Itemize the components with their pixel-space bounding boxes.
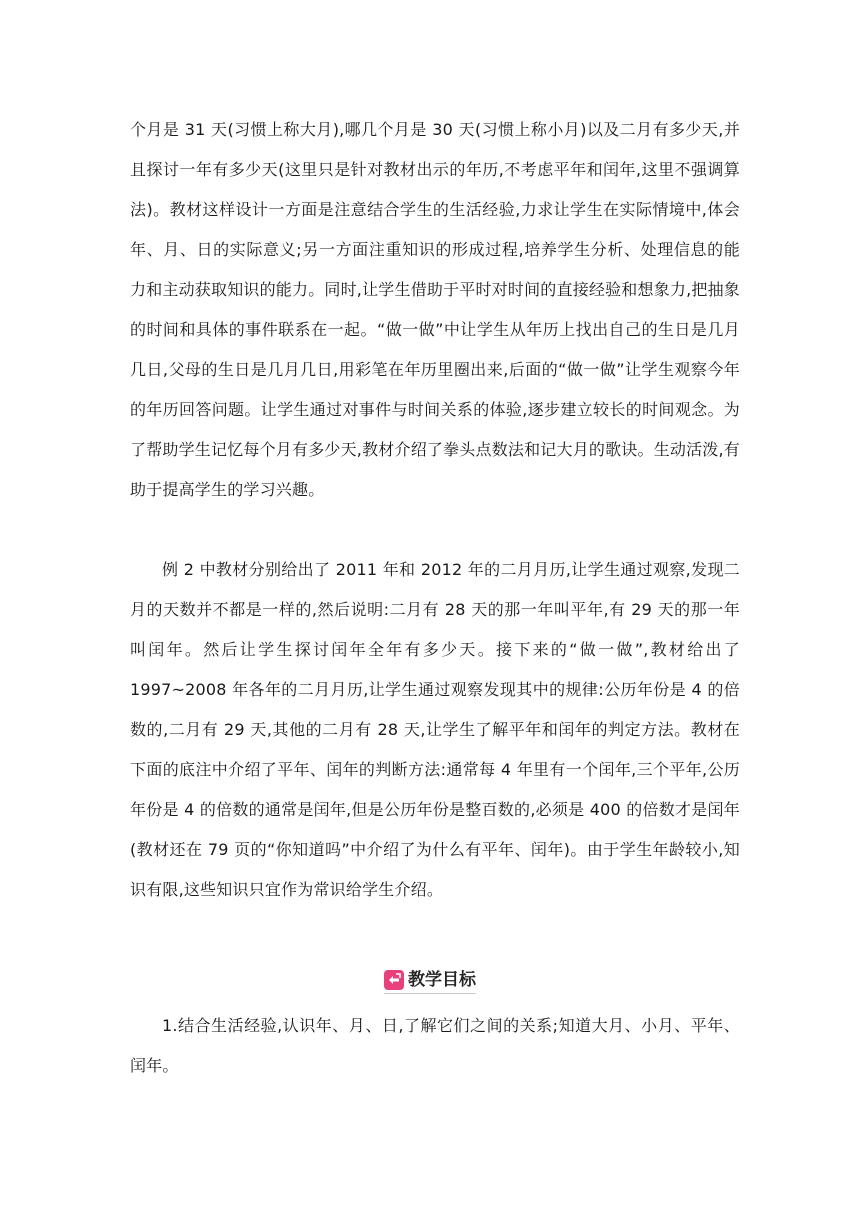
objective-item-1: 1.结合生活经验,认识年、月、日,了解它们之间的关系;知道大月、小月、平年、闰年。 [130,1016,740,1075]
section-marker-icon [384,970,404,990]
paragraph-calendar-intro: 个月是 31 天(习惯上称大月),哪几个月是 30 天(习惯上称小月)以及二月有多少天,并且探讨一年有多少天(这里只是针对教材出示的年历,不考虑平年和闰年,这里不强调算法)。教材这样设计一方面是注意结合学生的生活经验,力求让学生在实际情境中,体会年、月、日的实际意义;另一方面注重知识的形成过程,培养学生分析、处理信息的能力和主动获取知识的能力。同时,让学生借助于平时对时间的直接经验和想象力,把抽象的时间和具体的事件联系在一起。“做一做”中让学生从年历上找出自己的生日是几月几日,父母的生日是几月几日,用彩笔在年历里圈出来,后面的“做一做”让学生观察今年的年历回答问题。让学生通过对事件与时间关系的体验,逐步建立较长的时间观念。为了帮助学生记忆每个月有多少天,教材介绍了拳头点数法和记大月的歌诀。生动活泼,有助于提高学生的学习兴趣。 [130,120,740,499]
section-title: 教学目标 [408,970,476,990]
paragraph-example-2: 例 2 中教材分别给出了 2011 年和 2012 年的二月月历,让学生通过观察,发现二月的天数并不都是一样的,然后说明:二月有 28 天的那一年叫平年,有 29 天的那一年叫闰年。然后让学生探讨闰年全年有多少天。接下来的“做一做”,教材给出了 1997~2008 年各年的二月月历,让学生通过观察发现其中的规律:公历年份是 4 的倍数的,二月有 29 天,其他的二月有 28 天,让学生了解平年和闰年的判定方法。教材在下面的底注中介绍了平年、闰年的判断方法:通常每 4 年里有一个闰年,三个平年,公历年份是 4 的倍数的通常是闰年,但是公历年份是整百数的,必须是 400 的倍数才是闰年(教材还在 79 页的“你知道吗”中介绍了为什么有平年、闰年)。由于学生年龄较小,知识有限,这些知识只宜作为常识给学生介绍。 [130,560,740,899]
section-heading [0,966,860,996]
section-heading-inner [384,968,476,994]
